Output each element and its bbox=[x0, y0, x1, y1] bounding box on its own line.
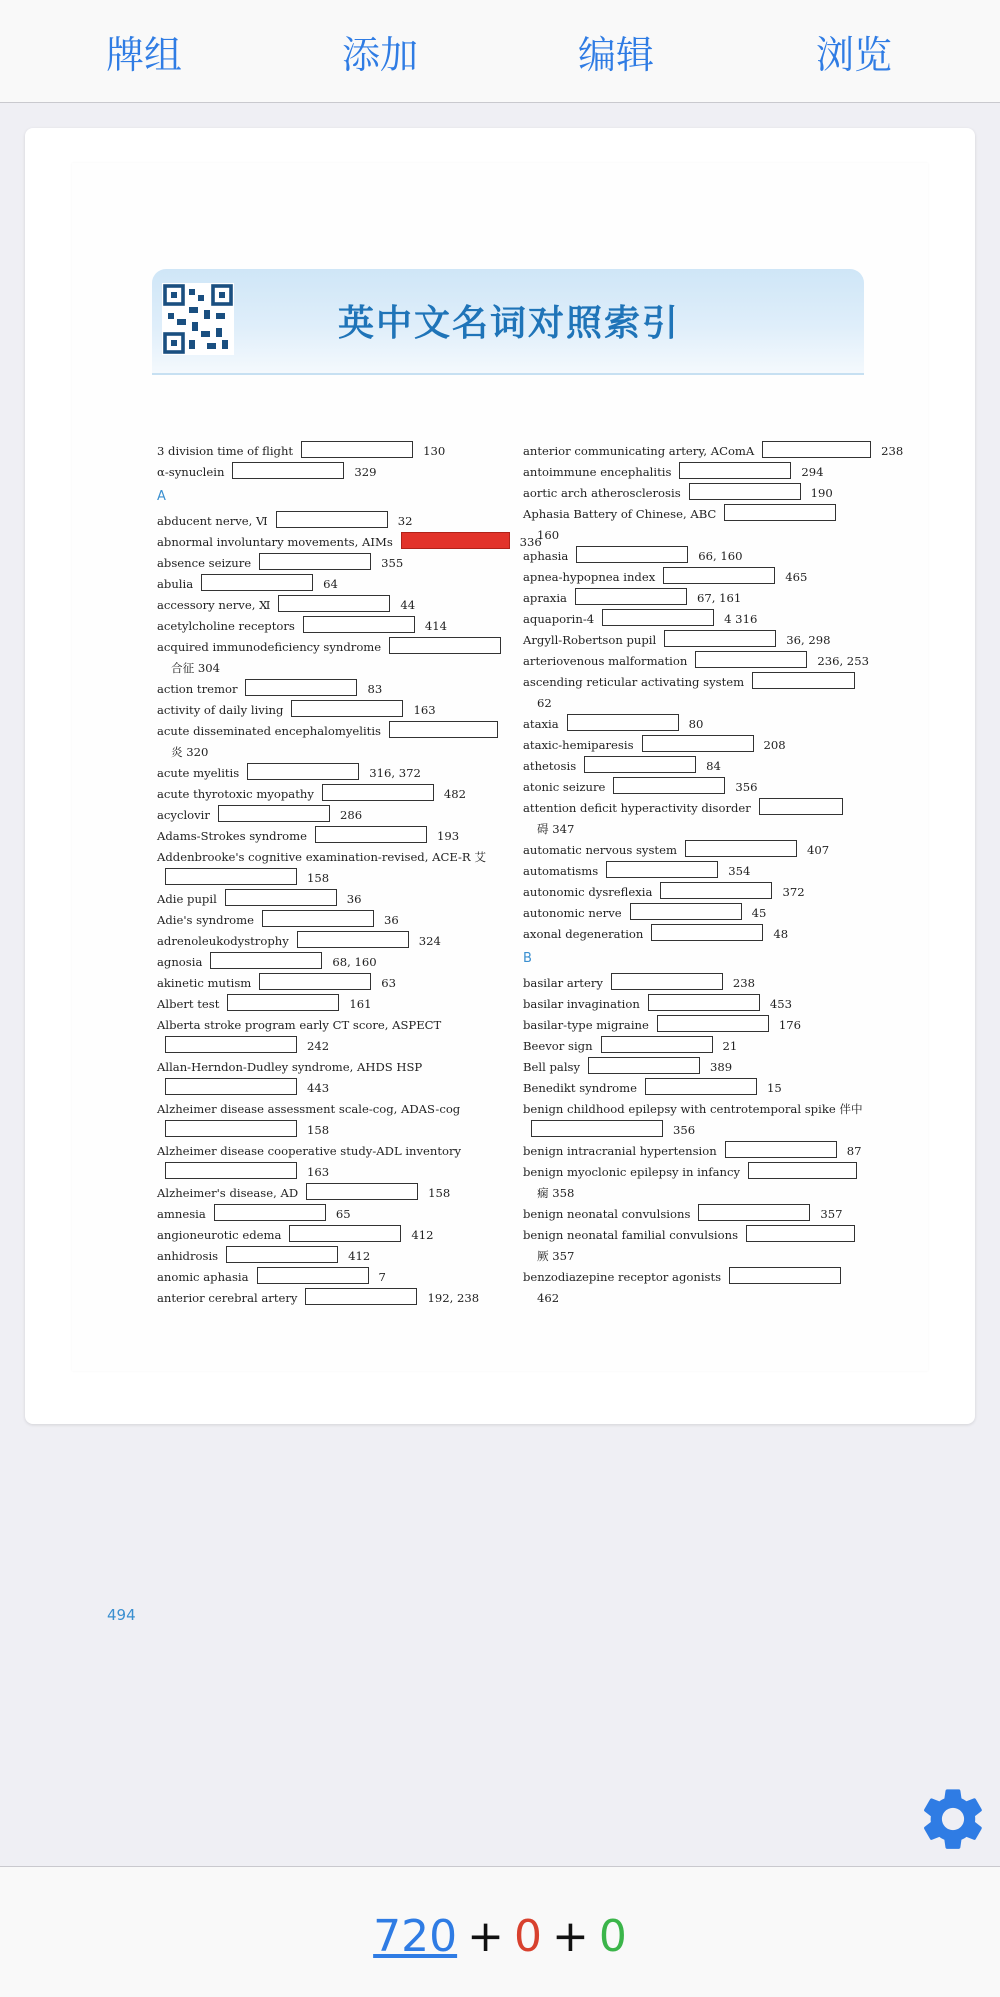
cloze-box bbox=[247, 763, 359, 780]
index-term: Addenbrooke's cognitive examination-revised, ACE-R 艾 bbox=[157, 850, 486, 864]
index-term: acetylcholine receptors bbox=[157, 619, 295, 633]
index-pages: 336 bbox=[519, 535, 542, 549]
index-entry bbox=[523, 1099, 863, 1120]
cloze-box bbox=[698, 1204, 810, 1221]
cloze-box bbox=[685, 840, 797, 857]
index-entry bbox=[157, 952, 497, 973]
index-entry bbox=[157, 595, 497, 616]
tab-browse[interactable]: 浏览 bbox=[815, 33, 892, 77]
index-entry bbox=[523, 441, 904, 462]
index-pages: 193 bbox=[436, 829, 460, 843]
index-pages: 15 bbox=[766, 1081, 782, 1095]
cloze-box bbox=[679, 462, 791, 479]
index-pages: 64 bbox=[323, 577, 338, 591]
cloze-box bbox=[165, 1120, 297, 1137]
index-entry bbox=[523, 609, 863, 630]
page-title: 英中文名词对照索引 bbox=[338, 303, 681, 344]
cloze-box bbox=[257, 1267, 369, 1284]
index-entry bbox=[157, 721, 497, 742]
index-term: adrenoleukodystrophy bbox=[157, 934, 289, 948]
index-pages: 412 bbox=[411, 1228, 434, 1242]
index-entry bbox=[157, 931, 497, 952]
index-entry bbox=[523, 840, 863, 861]
index-entry bbox=[523, 462, 863, 483]
index-pages: 63 bbox=[381, 976, 397, 990]
index-continuation: 厥 357 bbox=[537, 1249, 575, 1263]
index-pages: 36 bbox=[383, 913, 399, 927]
index-term: attention deficit hyperactivity disorder bbox=[523, 801, 751, 815]
index-term: automatisms bbox=[523, 864, 599, 878]
index-pages: 372 bbox=[782, 885, 805, 899]
index-entry bbox=[157, 826, 497, 847]
index-term: Alberta stroke program early CT score, ASPECT bbox=[157, 1018, 442, 1032]
index-pages: 163 bbox=[413, 703, 436, 717]
index-entry bbox=[523, 861, 863, 882]
index-pages: 66, 160 bbox=[698, 549, 743, 563]
index-entry bbox=[523, 504, 863, 525]
index-term: Alzheimer's disease, AD bbox=[157, 1186, 299, 1200]
index-entry bbox=[157, 1246, 497, 1267]
index-term: Aphasia Battery of Chinese, ABC bbox=[523, 507, 717, 521]
index-section-letter: A bbox=[157, 489, 166, 504]
index-term: anhidrosis bbox=[157, 1249, 219, 1263]
cloze-box bbox=[289, 1225, 401, 1242]
cloze-box bbox=[315, 826, 427, 843]
cloze-box bbox=[762, 441, 871, 458]
index-entry bbox=[523, 1225, 863, 1246]
index-continuation: 痫 358 bbox=[537, 1186, 575, 1200]
cloze-box bbox=[689, 483, 801, 500]
index-pages: 65 bbox=[335, 1207, 351, 1221]
index-entry bbox=[523, 651, 869, 672]
index-entry bbox=[157, 1099, 497, 1120]
index-entry bbox=[523, 903, 863, 924]
index-term: athetosis bbox=[523, 759, 577, 773]
index-pages: 68, 160 bbox=[332, 955, 377, 969]
cloze-box bbox=[225, 889, 337, 906]
index-term: benzodiazepine receptor agonists bbox=[523, 1270, 722, 1284]
index-entry bbox=[523, 735, 863, 756]
index-term: basilar artery bbox=[523, 976, 603, 990]
cloze-box bbox=[262, 910, 374, 927]
index-term: absence seizure bbox=[157, 556, 252, 570]
cloze-box bbox=[729, 1267, 841, 1284]
plus-sign: + bbox=[551, 1911, 589, 1962]
cloze-box bbox=[664, 630, 776, 647]
cloze-box bbox=[322, 784, 434, 801]
index-term: α-synuclein bbox=[157, 465, 225, 479]
gear-icon[interactable] bbox=[916, 1782, 990, 1856]
index-term: Alzheimer disease assessment scale-cog, ADAS-cog bbox=[157, 1102, 461, 1116]
index-pages: 67, 161 bbox=[696, 591, 742, 605]
flashcard bbox=[25, 128, 975, 1624]
cloze-box bbox=[276, 511, 388, 528]
index-term: amnesia bbox=[157, 1207, 206, 1221]
index-term: accessory nerve, Ⅺ bbox=[157, 598, 271, 612]
index-entry bbox=[523, 1057, 863, 1078]
index-term: apnea-hypopnea index bbox=[523, 570, 656, 584]
index-term: antoimmune encephalitis bbox=[523, 465, 672, 479]
cloze-box bbox=[531, 1120, 663, 1137]
cloze-box bbox=[645, 1078, 757, 1095]
index-term: Argyll-Robertson pupil bbox=[523, 633, 657, 647]
index-pages: 443 bbox=[307, 1081, 330, 1095]
index-continuation: 炎 320 bbox=[171, 745, 209, 759]
cloze-box bbox=[752, 672, 855, 689]
index-entry bbox=[523, 1036, 863, 1057]
index-continuation: 合征 304 bbox=[171, 661, 221, 675]
index-term: abulia bbox=[157, 577, 194, 591]
index-pages: 176 bbox=[778, 1018, 802, 1032]
index-entry bbox=[523, 546, 863, 567]
index-entry-continued bbox=[523, 1120, 863, 1141]
index-pages: 236, 253 bbox=[817, 654, 869, 668]
index-term: action tremor bbox=[157, 682, 238, 696]
cloze-box bbox=[575, 588, 687, 605]
cloze-box bbox=[165, 868, 297, 885]
cloze-box bbox=[306, 1183, 418, 1200]
page-banner bbox=[152, 269, 864, 373]
cloze-box bbox=[725, 1141, 837, 1158]
cloze-box bbox=[201, 574, 313, 591]
cloze-box bbox=[724, 504, 836, 521]
cloze-box bbox=[259, 553, 371, 570]
index-pages: 36 bbox=[346, 892, 362, 906]
index-pages: 158 bbox=[307, 1123, 330, 1137]
index-pages: 192, 238 bbox=[427, 1291, 480, 1305]
index-pages: 84 bbox=[706, 759, 721, 773]
index-term: Allan-Herndon-Dudley syndrome, AHDS HSP bbox=[157, 1060, 423, 1074]
index-term: benign intracranial hypertension bbox=[523, 1144, 717, 1158]
cloze-box bbox=[165, 1078, 297, 1095]
plus-sign: + bbox=[467, 1911, 504, 1962]
index-pages: 294 bbox=[801, 465, 824, 479]
index-pages: 286 bbox=[339, 808, 363, 822]
index-entry bbox=[523, 588, 863, 609]
index-entry bbox=[523, 973, 863, 994]
tab-decks[interactable]: 牌组 bbox=[105, 33, 182, 77]
index-term: Albert test bbox=[157, 997, 220, 1011]
card-counts bbox=[0, 1911, 1000, 1962]
index-term: ataxic-hemiparesis bbox=[523, 738, 634, 752]
index-entry bbox=[523, 1141, 863, 1162]
index-entry bbox=[157, 1183, 497, 1204]
index-column-right bbox=[523, 441, 904, 1309]
cloze-box bbox=[588, 1057, 700, 1074]
cloze-box bbox=[748, 1162, 857, 1179]
index-pages: 32 bbox=[397, 514, 413, 528]
index-entry bbox=[157, 1141, 497, 1162]
index-term: 3 division time of flight bbox=[157, 444, 294, 458]
index-pages: 238 bbox=[881, 444, 904, 458]
cloze-box bbox=[232, 462, 344, 479]
cloze-box bbox=[259, 973, 371, 990]
index-term: anterior cerebral artery bbox=[157, 1291, 298, 1305]
index-pages: 163 bbox=[307, 1165, 330, 1179]
index-entry bbox=[523, 1015, 863, 1036]
index-term: benign myoclonic epilepsy in infancy bbox=[523, 1165, 741, 1179]
learning-count: 0 bbox=[513, 1911, 542, 1962]
index-entry bbox=[157, 1015, 497, 1036]
index-term: basilar-type migraine bbox=[523, 1018, 649, 1032]
index-term: Adie pupil bbox=[157, 892, 217, 906]
cloze-box bbox=[660, 882, 772, 899]
cloze-box bbox=[567, 714, 679, 731]
index-term: abducent nerve, Ⅵ bbox=[157, 514, 268, 528]
index-entry bbox=[523, 672, 863, 693]
index-entry bbox=[157, 1225, 497, 1246]
bottom-bar bbox=[0, 1866, 1000, 1997]
index-pages: 158 bbox=[307, 871, 330, 885]
index-pages: 324 bbox=[418, 934, 441, 948]
index-term: akinetic mutism bbox=[157, 976, 252, 990]
index-term: autonomic dysreflexia bbox=[523, 885, 653, 899]
cloze-box bbox=[165, 1162, 297, 1179]
index-entry bbox=[157, 1288, 497, 1309]
index-entry bbox=[523, 882, 863, 903]
index-term: abnormal involuntary movements, AIMs bbox=[157, 535, 393, 549]
index-pages: 48 bbox=[773, 927, 789, 941]
index-entry bbox=[157, 553, 497, 574]
cloze-box bbox=[389, 637, 501, 654]
scanned-page-image bbox=[72, 163, 928, 1624]
cloze-box bbox=[245, 679, 357, 696]
cloze-box bbox=[214, 1204, 326, 1221]
index-entry bbox=[523, 714, 863, 735]
index-entry bbox=[157, 994, 497, 1015]
index-term: acquired immunodeficiency syndrome bbox=[157, 640, 382, 654]
cloze-box bbox=[165, 1036, 297, 1053]
index-term: Benedikt syndrome bbox=[523, 1081, 637, 1095]
cloze-box bbox=[601, 1036, 713, 1053]
cloze-box bbox=[210, 952, 322, 969]
index-term: benign neonatal familial convulsions bbox=[523, 1228, 739, 1242]
index-term: ataxia bbox=[523, 717, 559, 731]
index-term: acyclovir bbox=[157, 808, 210, 822]
index-term: benign childhood epilepsy with centrotemporal spike 伴中 bbox=[523, 1102, 863, 1116]
cloze-box bbox=[305, 1288, 417, 1305]
cloze-box bbox=[301, 441, 413, 458]
index-pages: 407 bbox=[806, 843, 830, 857]
index-entry-continued bbox=[157, 1120, 497, 1141]
index-entry bbox=[157, 441, 497, 462]
index-term: anterior communicating artery, AComA bbox=[523, 444, 755, 458]
index-entry bbox=[523, 1078, 863, 1099]
index-entry-continued bbox=[157, 868, 497, 889]
cloze-box bbox=[303, 616, 415, 633]
index-entry bbox=[157, 1204, 497, 1225]
cloze-box bbox=[584, 756, 696, 773]
index-pages: 83 bbox=[367, 682, 383, 696]
index-entry bbox=[157, 679, 497, 700]
index-entry bbox=[157, 700, 497, 721]
index-term: ascending reticular activating system bbox=[523, 675, 745, 689]
index-pages: 389 bbox=[710, 1060, 733, 1074]
index-term: aortic arch atherosclerosis bbox=[523, 486, 681, 500]
index-entry bbox=[157, 574, 497, 595]
index-pages: 316, 372 bbox=[369, 766, 421, 780]
index-pages: 87 bbox=[846, 1144, 862, 1158]
index-term: benign neonatal convulsions bbox=[523, 1207, 691, 1221]
index-term: acute disseminated encephalomyelitis bbox=[157, 724, 381, 738]
index-term: axonal degeneration bbox=[523, 927, 644, 941]
index-entry bbox=[523, 777, 863, 798]
index-pages: 412 bbox=[348, 1249, 371, 1263]
index-entry bbox=[157, 805, 497, 826]
cloze-box bbox=[291, 700, 403, 717]
index-pages: 36, 298 bbox=[786, 633, 831, 647]
index-term: automatic nervous system bbox=[523, 843, 677, 857]
index-term: aquaporin-4 bbox=[523, 612, 595, 626]
index-entry-continued bbox=[157, 1036, 497, 1057]
cloze-box bbox=[278, 595, 390, 612]
index-term: anomic aphasia bbox=[157, 1270, 249, 1284]
page-number: 494 bbox=[107, 1606, 136, 1624]
index-entry-continued bbox=[157, 1162, 497, 1183]
index-term: acute myelitis bbox=[157, 766, 240, 780]
index-term: Bell palsy bbox=[523, 1060, 581, 1074]
cloze-box bbox=[218, 805, 330, 822]
index-term: Adie's syndrome bbox=[157, 913, 254, 927]
cloze-box bbox=[576, 546, 688, 563]
cloze-box-highlighted bbox=[401, 532, 510, 549]
index-term: agnosia bbox=[157, 955, 203, 969]
index-entry bbox=[523, 567, 863, 588]
index-entry bbox=[157, 462, 497, 483]
index-pages: 80 bbox=[688, 717, 704, 731]
index-entry bbox=[523, 483, 863, 504]
index-entry bbox=[157, 532, 542, 553]
index-pages: 158 bbox=[428, 1186, 451, 1200]
index-entry bbox=[157, 973, 497, 994]
banner-divider bbox=[152, 373, 864, 375]
index-pages: 21 bbox=[722, 1039, 738, 1053]
index-continuation: 62 bbox=[537, 696, 552, 710]
index-pages: 357 bbox=[820, 1207, 843, 1221]
index-entry bbox=[157, 889, 497, 910]
index-term: aphasia bbox=[523, 549, 569, 563]
index-continuation: 碍 347 bbox=[537, 822, 575, 836]
index-entry bbox=[157, 1057, 497, 1078]
cloze-box bbox=[648, 994, 760, 1011]
index-term: arteriovenous malformation bbox=[523, 654, 688, 668]
index-term: basilar invagination bbox=[523, 997, 640, 1011]
index-entry bbox=[523, 1267, 863, 1288]
index-term: autonomic nerve bbox=[523, 906, 622, 920]
index-entry bbox=[523, 1162, 863, 1183]
index-pages: 482 bbox=[443, 787, 467, 801]
index-entry-continued bbox=[157, 1078, 497, 1099]
index-pages: 414 bbox=[424, 619, 448, 633]
cloze-box bbox=[602, 609, 714, 626]
index-term: Alzheimer disease cooperative study-ADL inventory bbox=[157, 1144, 462, 1158]
index-entry bbox=[523, 994, 863, 1015]
index-pages: 355 bbox=[381, 556, 404, 570]
index-entry bbox=[157, 784, 497, 805]
index-entry bbox=[157, 1267, 497, 1288]
cloze-box bbox=[651, 924, 763, 941]
cloze-box bbox=[227, 994, 339, 1011]
index-continuation: 160 bbox=[537, 528, 560, 542]
index-pages: 130 bbox=[423, 444, 446, 458]
index-entry bbox=[523, 630, 863, 651]
index-pages: 354 bbox=[728, 864, 751, 878]
cloze-box bbox=[226, 1246, 338, 1263]
qr-code-icon bbox=[162, 281, 234, 357]
index-pages: 7 bbox=[378, 1270, 386, 1284]
index-term: atonic seizure bbox=[523, 780, 606, 794]
cloze-box bbox=[642, 735, 754, 752]
cloze-box bbox=[759, 798, 843, 815]
index-pages: 465 bbox=[785, 570, 808, 584]
new-count[interactable]: 720 bbox=[373, 1911, 458, 1962]
cloze-box bbox=[657, 1015, 769, 1032]
index-pages: 4 316 bbox=[724, 612, 758, 626]
cloze-box bbox=[663, 567, 775, 584]
cloze-box bbox=[630, 903, 742, 920]
index-pages: 238 bbox=[732, 976, 756, 990]
index-pages: 44 bbox=[400, 598, 416, 612]
index-term: Adams-Strokes syndrome bbox=[157, 829, 307, 843]
index-entry bbox=[523, 756, 863, 777]
index-term: Beevor sign bbox=[523, 1039, 593, 1053]
index-pages: 453 bbox=[769, 997, 792, 1011]
index-pages: 208 bbox=[763, 738, 786, 752]
index-term: activity of daily living bbox=[157, 703, 284, 717]
cloze-box bbox=[746, 1225, 855, 1242]
cloze-box bbox=[606, 861, 718, 878]
index-pages: 242 bbox=[307, 1039, 330, 1053]
index-entry bbox=[157, 910, 497, 931]
cloze-box bbox=[297, 931, 409, 948]
cloze-box bbox=[613, 777, 725, 794]
cloze-box bbox=[389, 721, 498, 738]
tab-add[interactable]: 添加 bbox=[341, 33, 418, 77]
index-pages: 45 bbox=[751, 906, 767, 920]
index-pages: 190 bbox=[810, 486, 833, 500]
index-entry bbox=[157, 763, 497, 784]
index-continuation: 462 bbox=[537, 1291, 560, 1305]
index-term: apraxia bbox=[523, 591, 567, 605]
index-term: angioneurotic edema bbox=[157, 1228, 282, 1242]
review-count: 0 bbox=[598, 1911, 627, 1962]
index-pages: 329 bbox=[354, 465, 377, 479]
cloze-box bbox=[611, 973, 723, 990]
index-entry bbox=[523, 798, 863, 819]
index-entry bbox=[523, 924, 863, 945]
top-toolbar bbox=[0, 0, 1000, 103]
cloze-box bbox=[695, 651, 807, 668]
index-entry bbox=[523, 1204, 863, 1225]
tab-edit[interactable]: 编辑 bbox=[577, 33, 654, 77]
index-pages: 161 bbox=[349, 997, 372, 1011]
index-entry bbox=[157, 637, 497, 658]
index-section-letter: B bbox=[523, 951, 532, 966]
index-entry bbox=[157, 847, 497, 868]
index-term: acute thyrotoxic myopathy bbox=[157, 787, 314, 801]
index-entry bbox=[157, 616, 497, 637]
index-pages: 356 bbox=[673, 1123, 696, 1137]
index-entry bbox=[157, 511, 497, 532]
index-pages: 356 bbox=[735, 780, 758, 794]
